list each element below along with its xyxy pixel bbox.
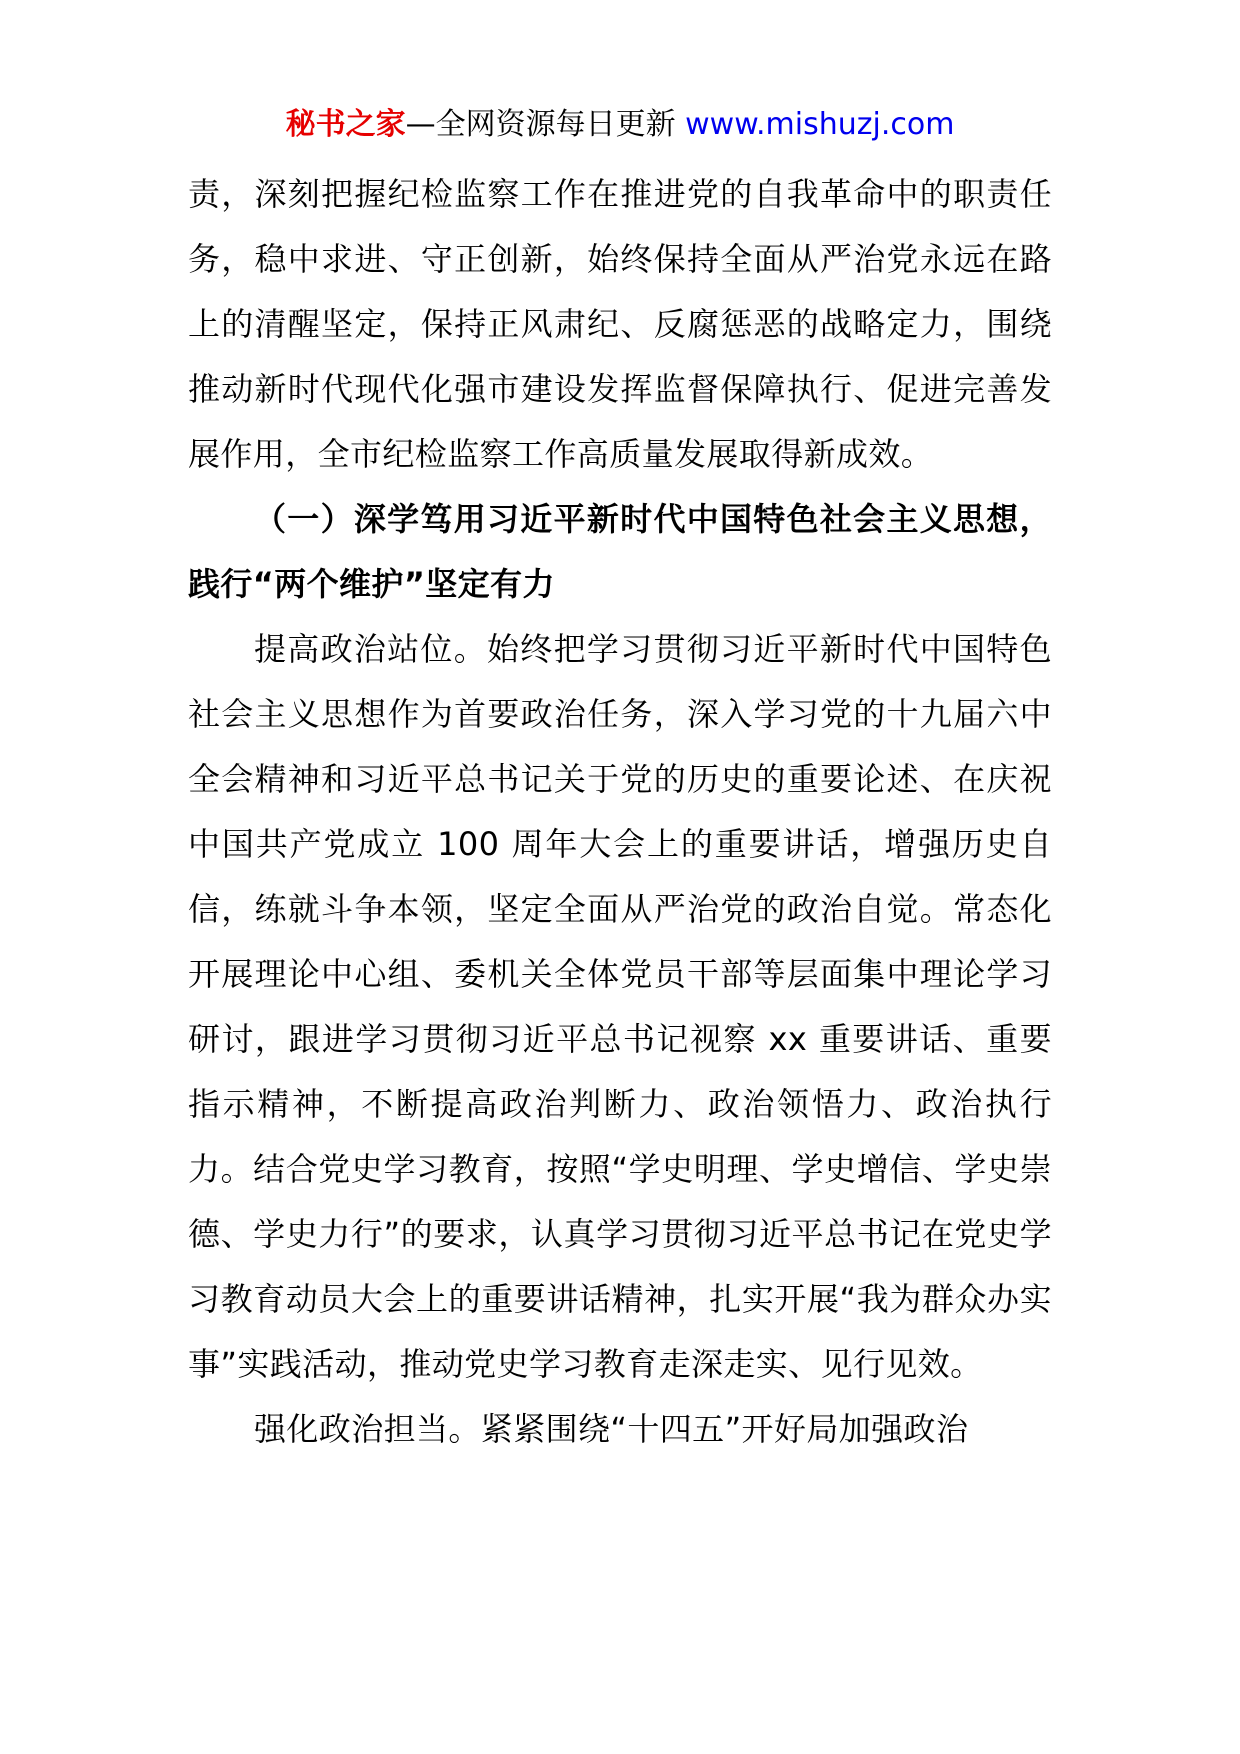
- site-tagline: —全网资源每日更新: [405, 107, 676, 142]
- site-url[interactable]: www.mishuzj.com: [685, 107, 955, 142]
- document-body: [188, 162, 1052, 1462]
- paragraph-political-stance: 提高政治站位。始终把学习贯彻习近平新时代中国特色社会主义思想作为首要政治任务，深入学习党的十九届六中全会精神和习近平总书记关于党的历史的重要论述、在庆祝中国共产党成立 100 周年大会上的重要讲话，增强历史自信，练就斗争本领，坚定全面从严治党的政治自觉。常态化开展理论中心组、委机关全体党员干部等层面集中理论学习研讨，跟进学习贯彻习近平总书记视察 xx 重要讲话、重要指示精神，不断提高政治判断力、政治领悟力、政治执行力。结合党史学习教育，按照“学史明理、学史增信、学史崇德、学史力行”的要求，认真学习贯彻习近平总书记在党史学习教育动员大会上的重要讲话精神，扎实开展“我为群众办实事”实践活动，推动党史学习教育走深走实、见行见效。: [188, 630, 1052, 1383]
- page-header: [0, 100, 1240, 150]
- site-brand: 秘书之家: [285, 107, 406, 142]
- paragraph-political-responsibility: 强化政治担当。紧紧围绕“十四五”开好局加强政治: [254, 1410, 969, 1448]
- paragraph-continuation: 责，深刻把握纪检监察工作在推进党的自我革命中的职责任务，稳中求进、守正创新，始终保持全面从严治党永远在路上的清醒坚定，保持正风肃纪、反腐惩恶的战略定力，围绕推动新时代现代化强市建设发挥监督保障执行、促进完善发展作用，全市纪检监察工作高质量发展取得新成效。: [188, 175, 1052, 473]
- section-heading: （一）深学笃用习近平新时代中国特色社会主义思想，践行“两个维护”坚定有力: [188, 500, 1052, 603]
